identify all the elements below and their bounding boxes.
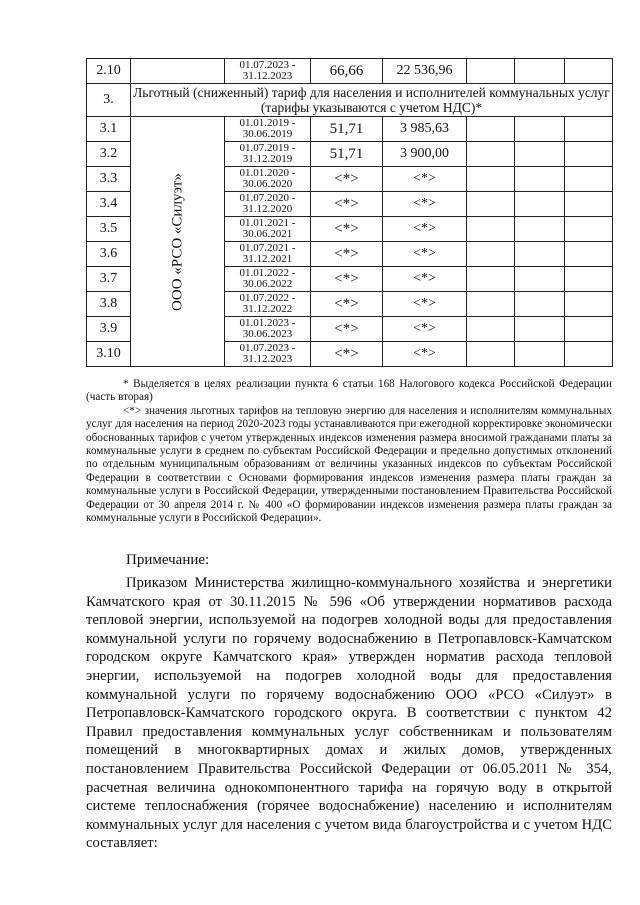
vat-cell: <*> xyxy=(383,192,467,217)
period-to: 31.12.2021 xyxy=(242,253,293,265)
period-cell xyxy=(225,267,311,292)
period-from: 01.01.2022 - xyxy=(239,267,296,279)
empty-cell xyxy=(515,192,565,217)
vat-cell: <*> xyxy=(383,167,467,192)
period-cell xyxy=(225,117,311,142)
empty-cell xyxy=(515,217,565,242)
period-to: 30.06.2022 xyxy=(242,278,293,290)
price-cell: <*> xyxy=(311,217,383,242)
empty-cell xyxy=(515,317,565,342)
organization-cell xyxy=(131,117,225,367)
note-title: Примечание: xyxy=(126,552,210,568)
vat-cell: 22 536,96 xyxy=(383,59,467,84)
empty-cell xyxy=(515,117,565,142)
empty-cell xyxy=(565,192,613,217)
row-number: 3.10 xyxy=(87,342,131,367)
vat-cell: <*> xyxy=(383,217,467,242)
vat-cell: 3 900,00 xyxy=(383,142,467,167)
empty-cell xyxy=(467,292,515,317)
period-from: 01.07.2021 - xyxy=(239,242,296,254)
empty-cell xyxy=(467,217,515,242)
empty-cell xyxy=(565,167,613,192)
period-from: 01.01.2021 - xyxy=(239,217,296,229)
period-from: 01.07.2023 - xyxy=(239,342,296,354)
period-to: 31.12.2019 xyxy=(242,153,293,165)
price-cell: <*> xyxy=(311,292,383,317)
row-number: 3.6 xyxy=(87,242,131,267)
vat-cell: 3 985,63 xyxy=(383,117,467,142)
tariff-table-body xyxy=(87,59,613,117)
period-cell xyxy=(225,192,311,217)
organization-name: ООО «РСО «Силуэт» xyxy=(169,172,185,311)
price-cell: 51,71 xyxy=(311,117,383,142)
section-row xyxy=(87,84,613,117)
period-to: 31.12.2020 xyxy=(242,203,293,215)
period-cell xyxy=(225,217,311,242)
row-number: 3.8 xyxy=(87,292,131,317)
price-cell: <*> xyxy=(311,267,383,292)
price-cell: 66,66 xyxy=(311,59,383,84)
footnotes xyxy=(86,378,612,525)
price-cell: <*> xyxy=(311,342,383,367)
empty-cell xyxy=(565,142,613,167)
footnote-star: * Выделяется в целях реализации пункта 6 статьи 168 Налогового кодекса Российской Федерации (часть вторая) xyxy=(86,378,612,404)
table-row xyxy=(87,117,613,142)
empty-cell xyxy=(515,59,565,84)
empty-cell xyxy=(467,142,515,167)
period-to: 31.12.2023 xyxy=(242,70,293,82)
empty-cell xyxy=(565,117,613,142)
empty-cell xyxy=(467,267,515,292)
period-to: 31.12.2022 xyxy=(242,303,293,315)
empty-cell xyxy=(467,242,515,267)
empty-cell xyxy=(565,317,613,342)
tariff-table xyxy=(86,58,613,367)
price-cell: <*> xyxy=(311,167,383,192)
vat-cell: <*> xyxy=(383,267,467,292)
empty-cell xyxy=(565,59,613,84)
empty-cell xyxy=(515,267,565,292)
row-number: 3.7 xyxy=(87,267,131,292)
vat-cell: <*> xyxy=(383,242,467,267)
period-cell xyxy=(225,167,311,192)
empty-cell xyxy=(467,192,515,217)
period-to: 31.12.2023 xyxy=(242,353,293,365)
period-from: 01.07.2020 - xyxy=(239,192,296,204)
price-cell: <*> xyxy=(311,317,383,342)
note-paragraph: Приказом Министерства жилищно-коммунального хозяйства и энергетики Камчатского края от 30.11.2015 № 596 «Об утверждении нормативов расхода тепловой энергии, используемой на подогрев холодной воды для предоставления коммунальной услуги по горячему водоснабжению в Петропавловск-Камчатском городском округе Камчатского края» утвержден норматив расхода тепловой энергии, используемой на подогрев холодной воды для предоставления коммунальной услуги по горячему водоснабжению ООО «РСО «Силуэт» в Петропавловск-Камчатского городского округа. В соответствии с пунктом 42 Правил предоставления коммунальных услуг собственникам и пользователям помещений в многоквартирных домах и жилых домов, утвержденных постановлением Правительства Российской Федерации от 06.05.2011 № 354, расчетная величина однокомпонентного тарифа на горячую воду в открытой системе теплоснабжения (горячее водоснабжение) населению и исполнителям коммунальных услуг для населения с учетом вида благоустройства и с учетом НДС составляет: xyxy=(86,575,612,852)
empty-cell xyxy=(565,267,613,292)
period-from: 01.07.2022 - xyxy=(239,292,296,304)
empty-cell xyxy=(565,242,613,267)
period-to: 30.06.2021 xyxy=(242,228,293,240)
empty-cell xyxy=(131,59,225,84)
row-number: 3.3 xyxy=(87,167,131,192)
period-from: 01.01.2019 - xyxy=(239,117,296,129)
period-from: 01.07.2019 - xyxy=(239,142,296,154)
price-cell: <*> xyxy=(311,242,383,267)
period-from: 01.01.2020 - xyxy=(239,167,296,179)
period-to: 30.06.2019 xyxy=(242,128,293,140)
period-cell xyxy=(225,142,311,167)
vat-cell: <*> xyxy=(383,317,467,342)
period-to: 30.06.2020 xyxy=(242,178,293,190)
price-cell: 51,71 xyxy=(311,142,383,167)
period-cell xyxy=(225,242,311,267)
empty-cell xyxy=(515,342,565,367)
empty-cell xyxy=(467,317,515,342)
period-cell xyxy=(225,59,311,84)
period-to: 30.06.2023 xyxy=(242,328,293,340)
period-from: 01.07.2023 - xyxy=(239,59,296,71)
period-cell xyxy=(225,317,311,342)
row-number: 3.1 xyxy=(87,117,131,142)
empty-cell xyxy=(515,167,565,192)
empty-cell xyxy=(515,242,565,267)
vat-cell: <*> xyxy=(383,292,467,317)
period-cell xyxy=(225,292,311,317)
row-number: 3.2 xyxy=(87,142,131,167)
empty-cell xyxy=(565,217,613,242)
price-cell: <*> xyxy=(311,192,383,217)
period-cell xyxy=(225,342,311,367)
period-from: 01.01.2023 - xyxy=(239,317,296,329)
vat-cell: <*> xyxy=(383,342,467,367)
empty-cell xyxy=(565,292,613,317)
empty-cell xyxy=(467,167,515,192)
section-number: 3. xyxy=(87,84,131,117)
footnote-mark: <*> значения льготных тарифов на тепловую энергию для населения и исполнителям коммунальных услуг для населения на период 2020-2023 годы устанавливаются при ежегодной корректировке экономически обоснованных тарифов с учетом утвержденных индексов изменения размера вносимой гражданами платы за коммунальные услуги в среднем по субъектам Российской Федерации и предельно допустимых отклонений по отдельным муниципальным образованиям от величины указанных индексов по субъектам Российской Федерации в соответствии с Основами формирования индексов изменения размера платы граждан за коммунальные услуги в Российской Федерации, утвержденными постановлением Правительства Российской Федерации от 30 апреля 2014 г. № 400 «О формировании индексов изменения размера платы граждан за коммунальные услуги в Российской Федерации». xyxy=(86,404,612,525)
empty-cell xyxy=(515,142,565,167)
empty-cell xyxy=(467,342,515,367)
tariff-rows xyxy=(87,117,613,367)
row-number: 3.4 xyxy=(87,192,131,217)
row-number: 3.5 xyxy=(87,217,131,242)
empty-cell xyxy=(515,292,565,317)
empty-cell xyxy=(565,342,613,367)
empty-cell xyxy=(467,59,515,84)
note-body xyxy=(86,574,612,853)
row-number: 3.9 xyxy=(87,317,131,342)
section-title: Льготный (сниженный) тариф для населения и исполнителей коммунальных услуг (тарифы указываются с учетом НДС)* xyxy=(131,84,613,117)
empty-cell xyxy=(467,117,515,142)
table-row xyxy=(87,59,613,84)
row-number: 2.10 xyxy=(87,59,131,84)
